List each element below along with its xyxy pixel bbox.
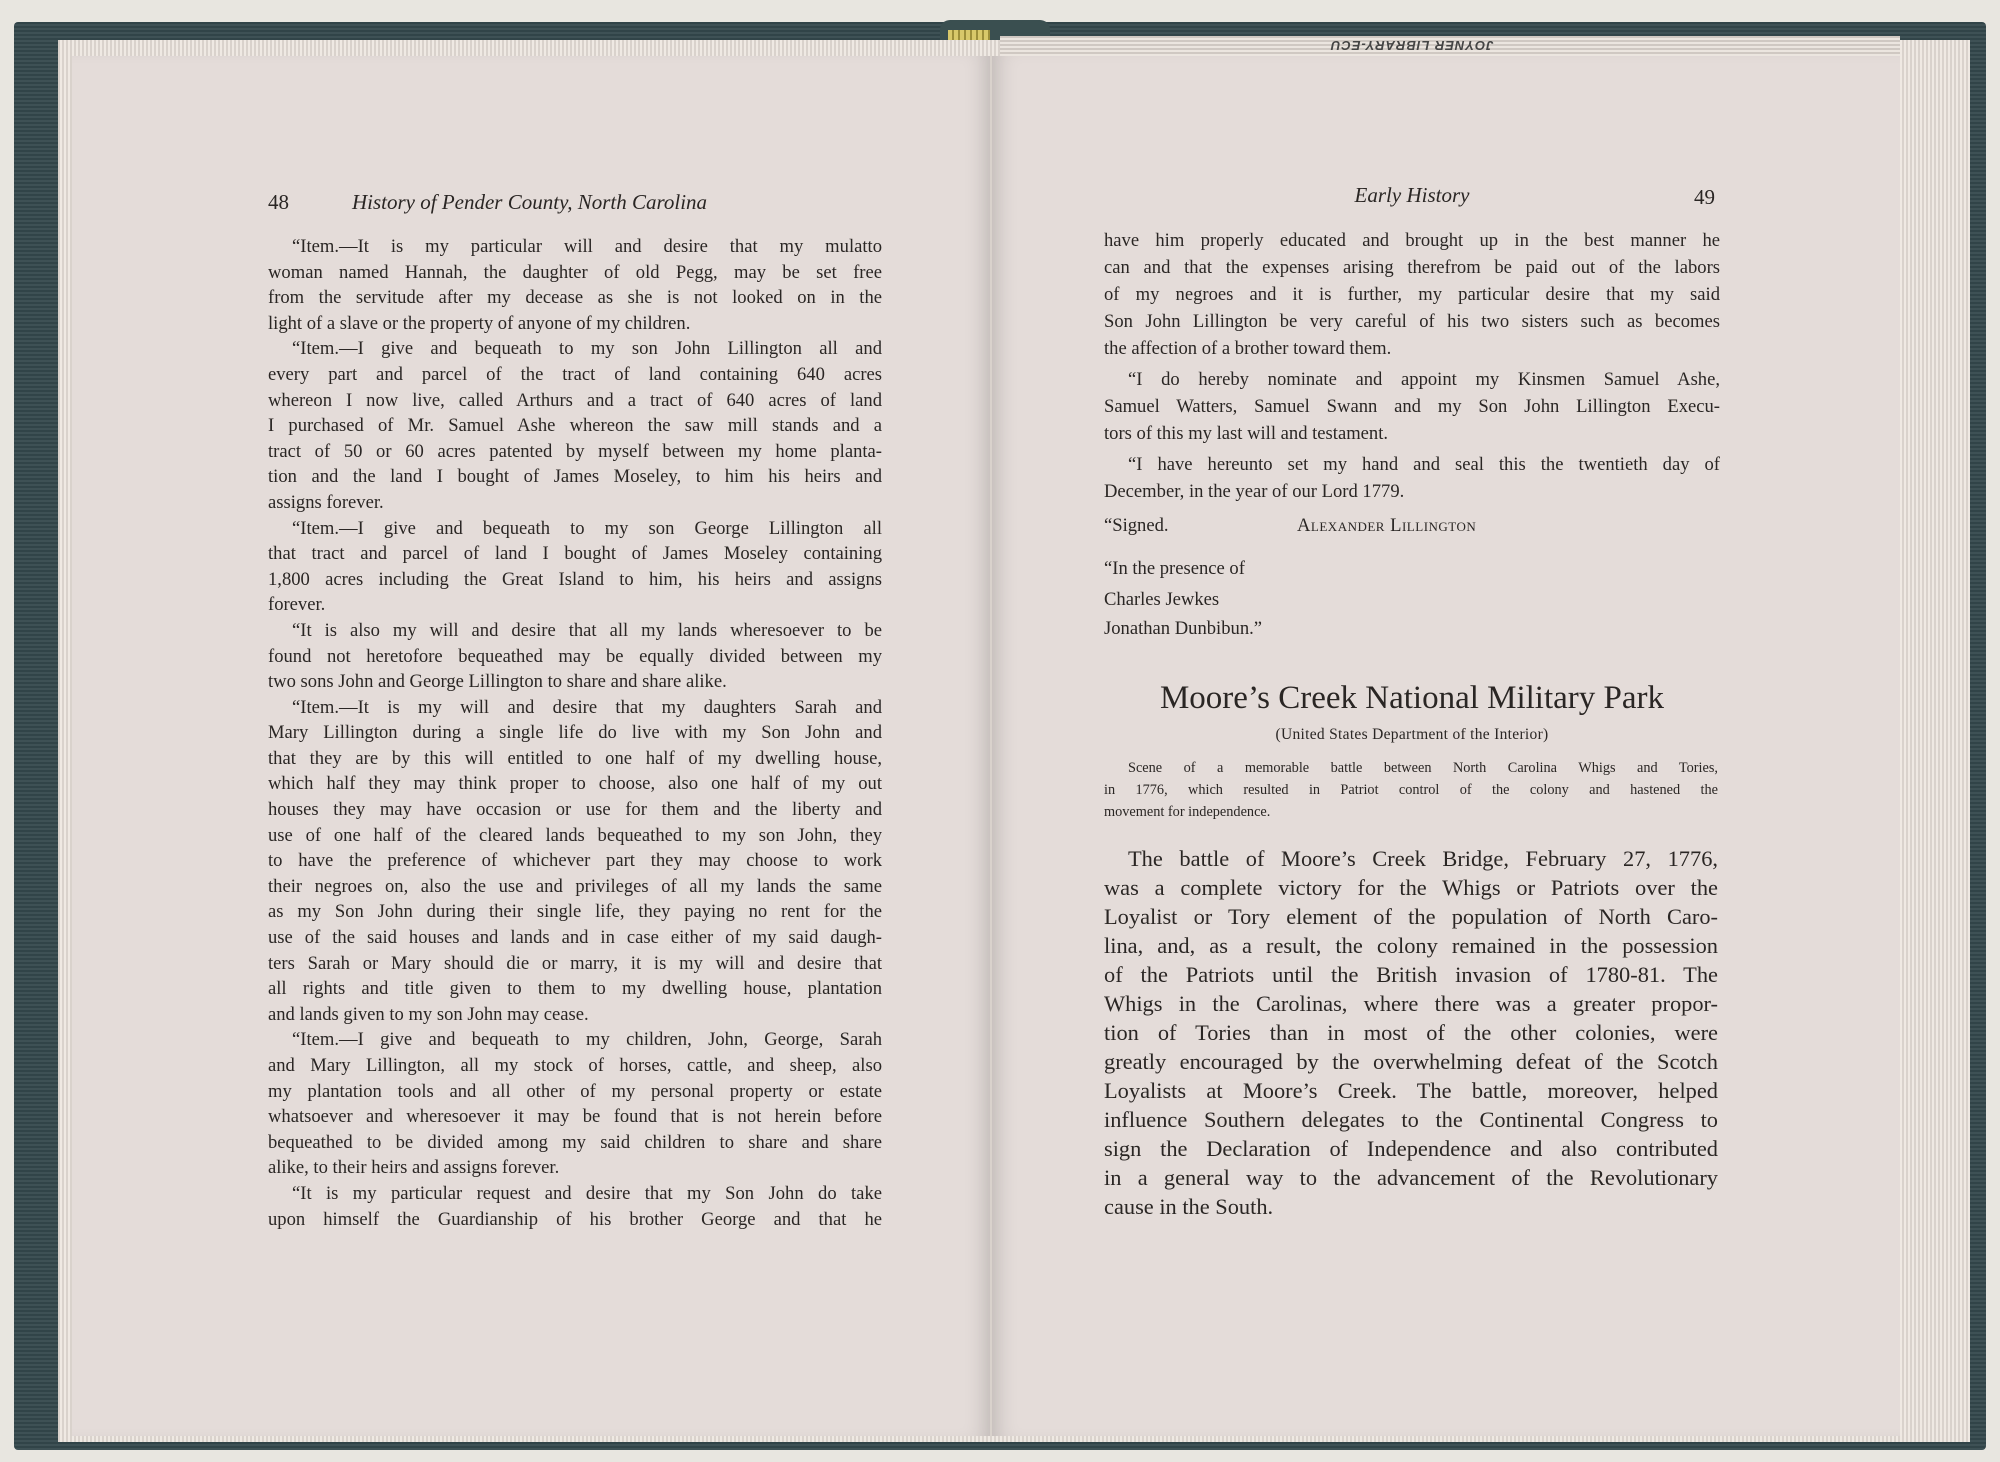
section-subtitle: (United States Department of the Interior) <box>1275 726 1549 743</box>
paragraph <box>1104 451 1720 505</box>
paragraph <box>1104 844 1718 1221</box>
text-line: use of the said houses and lands and in case either of my said daugh- <box>268 927 882 949</box>
text-line: “Item.—I give and bequeath to my son George Lillington all <box>292 517 882 539</box>
library-stamp: JOYNER LIBRARY-ECU <box>1330 38 1494 53</box>
text-line: “Item.—I give and bequeath to my son John Lillington all and <box>292 338 882 360</box>
section-summary <box>1104 757 1718 823</box>
text-line: forever. <box>268 594 326 616</box>
text-line: “Item.—I give and bequeath to my children, John, George, Sarah <box>292 1029 882 1051</box>
section-title: Moore’s Creek National Military Park <box>1159 680 1665 716</box>
text-line: of the Patriots until the British invasion of 1780-81. The <box>1104 962 1718 987</box>
paragraph <box>1104 366 1720 447</box>
text-line: and lands given to my son John may cease. <box>268 1003 589 1025</box>
witness-line: Jonathan Dunbibun.” <box>1104 618 1263 639</box>
signatory-name: Alexander Lillington <box>1297 515 1477 536</box>
text-line: Loyalist or Tory element of the population of North Caro- <box>1104 904 1718 929</box>
paragraph <box>268 618 882 695</box>
text-line: every part and parcel of the tract of land containing 640 acres <box>268 363 882 385</box>
text-line: their negroes on, also the use and privileges of all my lands the same <box>268 875 882 897</box>
text-line: and Mary Lillington, all my stock of horses, cattle, and sheep, also <box>268 1055 882 1076</box>
text-line: “I have hereunto set my hand and seal this the twentieth day of <box>1128 454 1720 475</box>
paragraph <box>268 695 882 1028</box>
text-line: influence Southern delegates to the Continental Congress to <box>1104 1107 1718 1132</box>
paragraph <box>268 1027 882 1181</box>
text-line: the affection of a brother toward them. <box>1104 338 1392 359</box>
text-line: can and that the expenses arising therefrom be paid out of the labors <box>1104 257 1720 278</box>
text-line: which half they may think proper to choose, also one half of my out <box>268 773 882 795</box>
text-line: “Item.—It is my particular will and desire that my mulatto <box>292 236 882 257</box>
text-line: as my Son John during their single life, they paying no rent for the <box>268 901 882 923</box>
witness-line: Charles Jewkes <box>1104 589 1220 610</box>
text-line: Loyalists at Moore’s Creek. The battle, moreover, helped <box>1104 1078 1718 1103</box>
text-line: in 1776, which resulted in Patriot control of the colony and hastened the <box>1104 782 1718 798</box>
text-line: found not heretofore bequeathed may be equally divided between my <box>268 645 882 667</box>
text-line: have him properly educated and brought up in the best manner he <box>1104 230 1720 251</box>
signed-label: “Signed. <box>1104 515 1169 536</box>
text-line: in a general way to the advancement of the Revolutionary <box>1104 1165 1718 1190</box>
text-line: of my negroes and it is further, my particular desire that my said <box>1104 284 1720 305</box>
left-running-title: History of Pender County, North Carolina <box>352 190 708 214</box>
text-line: tract of 50 or 60 acres patented by myself between my home planta- <box>268 440 882 462</box>
text-line: whatsoever and wheresoever it may be found that is not herein before <box>268 1106 882 1128</box>
will-continuation-text <box>1104 227 1720 505</box>
text-line: tors of this my last will and testament. <box>1104 423 1389 444</box>
text-line: Mary Lillington during a single life do live with my Son John and <box>268 722 882 744</box>
text-line: houses they may have occasion or use for them and the liberty and <box>268 799 882 821</box>
text-line: two sons John and George Lillington to share and share alike. <box>268 671 727 693</box>
text-line: Son John Lillington be very careful of his two sisters such as becomes <box>1104 311 1720 332</box>
right-running-title: Early History <box>1354 183 1470 207</box>
text-line: that they are by this will entitled to one half of my dwelling house, <box>268 747 882 769</box>
text-line: cause in the South. <box>1104 1194 1274 1219</box>
text-line: use of one half of the cleared lands bequeathed to my son John, they <box>268 824 882 846</box>
right-page-number: 49 <box>1694 185 1715 209</box>
text-line: movement for independence. <box>1104 804 1271 820</box>
paragraph <box>268 516 882 618</box>
text-line: bequeathed to be divided among my said children to share and share <box>268 1131 882 1153</box>
text-line: from the servitude after my decease as she is not looked on in the <box>268 287 882 309</box>
text-line: “Item.—It is my will and desire that my daughters Sarah and <box>292 696 882 718</box>
text-line: sign the Declaration of Independence and also contributed <box>1104 1136 1718 1161</box>
text-line: assigns forever. <box>268 491 384 513</box>
paragraph <box>268 336 882 515</box>
text-line: greatly encouraged by the overwhelming defeat of the Scotch <box>1104 1049 1718 1074</box>
paragraph <box>1104 227 1720 362</box>
text-line: “It is also my will and desire that all my lands wheresoever to be <box>292 619 882 641</box>
paragraph <box>268 234 882 336</box>
text-line: that tract and parcel of land I bought of James Moseley containing <box>268 543 882 565</box>
text-line: was a complete victory for the Whigs or Patriots over the <box>1104 875 1718 900</box>
text-line: to have the preference of whichever part they may choose to work <box>268 850 882 872</box>
text-line: Whigs in the Carolinas, where there was a greater propor- <box>1104 991 1718 1016</box>
text-line: The battle of Moore’s Creek Bridge, February 27, 1776, <box>1128 846 1718 871</box>
paragraph <box>268 1181 882 1232</box>
text-line: light of a slave or the property of anyone of my children. <box>268 312 691 334</box>
text-line: my plantation tools and all other of my personal property or estate <box>268 1080 882 1102</box>
text-line: 1,800 acres including the Great Island to him, his heirs and assigns <box>268 568 882 590</box>
left-body-text <box>268 234 882 1232</box>
witness-line: “In the presence of <box>1104 558 1245 579</box>
text-line: woman named Hannah, the daughter of old Pegg, may be set free <box>268 261 882 283</box>
paragraph <box>1104 757 1718 823</box>
text-line: whereon I now live, called Arthurs and a tract of 640 acres of land <box>268 389 882 411</box>
text-line: Scene of a memorable battle between North Carolina Whigs and Tories, <box>1128 760 1718 776</box>
text-line: ters Sarah or Mary should die or marry, it is my will and desire that <box>268 952 882 974</box>
text-line: tion and the land I bought of James Moseley, to him his heirs and <box>268 466 882 488</box>
text-line: upon himself the Guardianship of his brother George and that he <box>268 1208 882 1230</box>
text-line: tion of Tories than in most of the other colonies, were <box>1104 1020 1718 1045</box>
text-line: Samuel Watters, Samuel Swann and my Son John Lillington Execu- <box>1104 396 1720 417</box>
text-line: December, in the year of our Lord 1779. <box>1104 481 1405 502</box>
section-body <box>1104 844 1718 1221</box>
text-line: all rights and title given to them to my dwelling house, plantation <box>268 978 882 1000</box>
text-line: “I do hereby nominate and appoint my Kinsmen Samuel Ashe, <box>1128 369 1720 390</box>
text-line: “It is my particular request and desire that my Son John do take <box>292 1182 882 1204</box>
text-line: lina, and, as a result, the colony remained in the possession <box>1104 933 1718 958</box>
left-page-number: 48 <box>268 190 289 214</box>
text-line: alike, to their heirs and assigns forever. <box>268 1157 560 1179</box>
text-line: I purchased of Mr. Samuel Ashe whereon the saw mill stands and a <box>268 415 882 437</box>
